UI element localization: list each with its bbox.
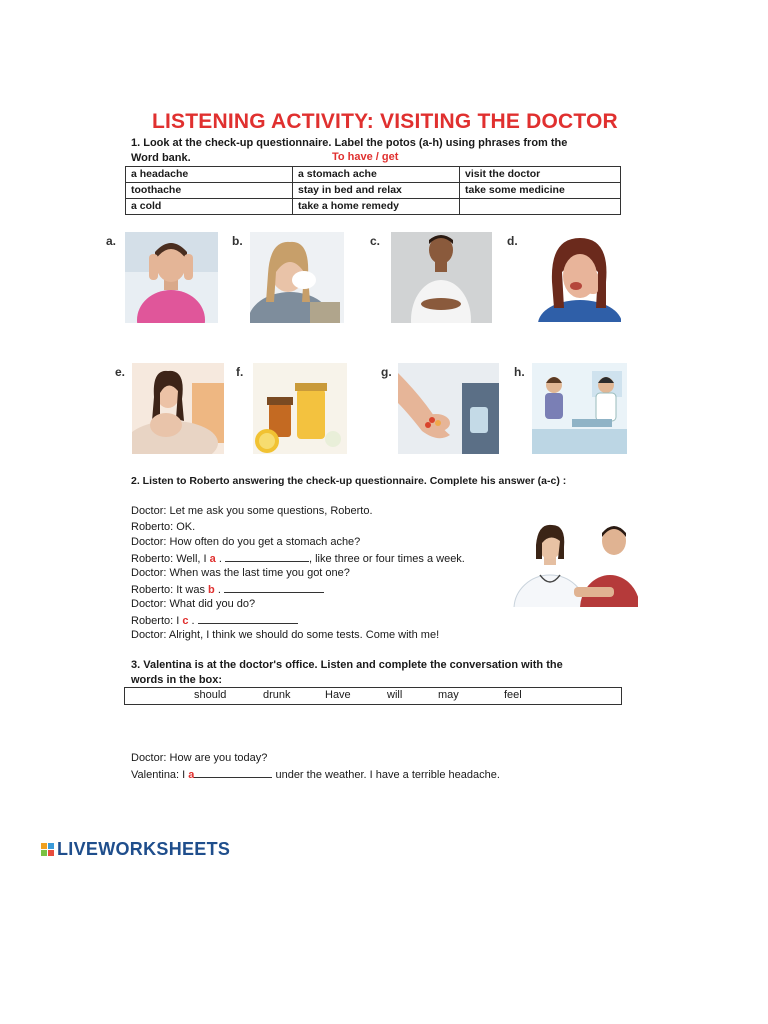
section3-instruction-line: words in the box: (131, 674, 223, 686)
dialog-text: Doctor: What did you do? (131, 598, 256, 610)
dialog-text: under the weather. I have a terrible headache. (272, 768, 500, 781)
word-box-item: will (387, 689, 403, 701)
red-note: To have / get (332, 151, 399, 163)
logo-text: LIVEWORKSHEETS (57, 838, 231, 859)
dialog-line: Roberto: I c . (131, 613, 465, 629)
table-cell: a stomach ache (293, 167, 460, 183)
table-cell: toothache (126, 183, 293, 199)
dialog-text: Doctor: Alright, I think we should do some tests. Come with me! (131, 629, 440, 641)
dialog-line (131, 566, 465, 582)
photo-stomach-ache (391, 232, 492, 323)
liveworksheets-logo (41, 838, 230, 860)
table-row (126, 183, 621, 199)
photo-label-a: a. (106, 234, 117, 248)
dialog-line: Roberto: It was b . (131, 582, 465, 598)
answer-blank-valentina[interactable] (194, 767, 272, 778)
answer-blank-a[interactable] (225, 551, 309, 562)
answer-blank-c[interactable] (198, 613, 298, 624)
word-bank-table (125, 166, 621, 215)
dialog-line: Roberto: Well, I a . , like three or four times a week. (131, 552, 465, 565)
photo-label-c: c. (370, 234, 381, 248)
dialog-line (131, 520, 465, 536)
table-cell: a cold (126, 199, 293, 215)
photo-cold (250, 232, 344, 323)
dialog-text: , like three or four times a week. (308, 552, 465, 565)
dialog-line (131, 597, 465, 613)
dialog-text: Doctor: Let me ask you some questions, Roberto. (131, 505, 373, 517)
answer-marker-c: c (182, 614, 189, 627)
photo-label-e: e. (115, 365, 126, 379)
logo-icon (41, 843, 54, 856)
photo-label-d: d. (507, 234, 518, 248)
word-box-item: drunk (263, 689, 291, 701)
table-cell: stay in bed and relax (293, 183, 460, 199)
section1-instruction: 1. Look at the check-up questionnaire. Label the potos (a-h) using phrases from the (131, 137, 568, 149)
table-cell: take a home remedy (293, 199, 460, 215)
word-box-item: may (438, 689, 459, 701)
photo-label-b: b. (232, 234, 243, 248)
dialog-text: Doctor: When was the last time you got one? (131, 567, 350, 579)
word-box-item: feel (504, 689, 522, 701)
photo-headache (125, 232, 218, 323)
dialog-line (131, 504, 465, 520)
answer-marker-a: a (209, 552, 216, 565)
table-cell (460, 199, 621, 215)
dialog-line (131, 535, 465, 551)
table-row (126, 199, 621, 215)
table-cell: visit the doctor (460, 167, 621, 183)
table-cell: take some medicine (460, 183, 621, 199)
answer-marker-a: a (188, 768, 195, 781)
photo-home-remedy (253, 363, 347, 454)
word-box (124, 687, 622, 705)
word-box-item: should (194, 689, 227, 701)
word-box-item: Have (325, 689, 351, 701)
dialog-text: Doctor: How often do you get a stomach ache? (131, 536, 361, 548)
photo-stay-in-bed (132, 363, 224, 454)
section3-instruction-line: 3. Valentina is at the doctor's office. Listen and complete the conversation with the (131, 659, 563, 671)
section2-instruction: 2. Listen to Roberto answering the check-up questionnaire. Complete his answer (a-c) : (131, 475, 567, 487)
dialog-line: Doctor: How are you today? (131, 752, 268, 764)
section3-instruction (131, 658, 563, 688)
answer-marker-b: b (208, 583, 215, 596)
dialog-text: Valentina: I (131, 768, 189, 781)
table-row (126, 167, 621, 183)
dialog-line (131, 628, 465, 644)
roberto-dialog (131, 504, 465, 644)
section1-instruction-cont: Word bank. (131, 152, 191, 164)
table-cell: a headache (126, 167, 293, 183)
dialog-line (131, 767, 500, 784)
page-title: LISTENING ACTIVITY: VISITING THE DOCTOR (152, 110, 618, 133)
dialog-text: Roberto: OK. (131, 520, 196, 533)
photo-label-f: f. (236, 365, 244, 379)
photo-label-g: g. (381, 365, 392, 379)
photo-label-h: h. (514, 365, 525, 379)
dialog-text: Roberto: I (131, 614, 183, 627)
dialog-text: Roberto: Well, I (131, 552, 210, 565)
photo-medicine (398, 363, 499, 454)
valentina-dialog (131, 751, 500, 783)
photo-toothache (536, 232, 621, 322)
photo-visit-doctor (532, 363, 627, 454)
dialog-text: Roberto: It was (131, 583, 209, 596)
photo-doctor-patient (510, 519, 638, 607)
answer-blank-b[interactable] (224, 582, 324, 593)
